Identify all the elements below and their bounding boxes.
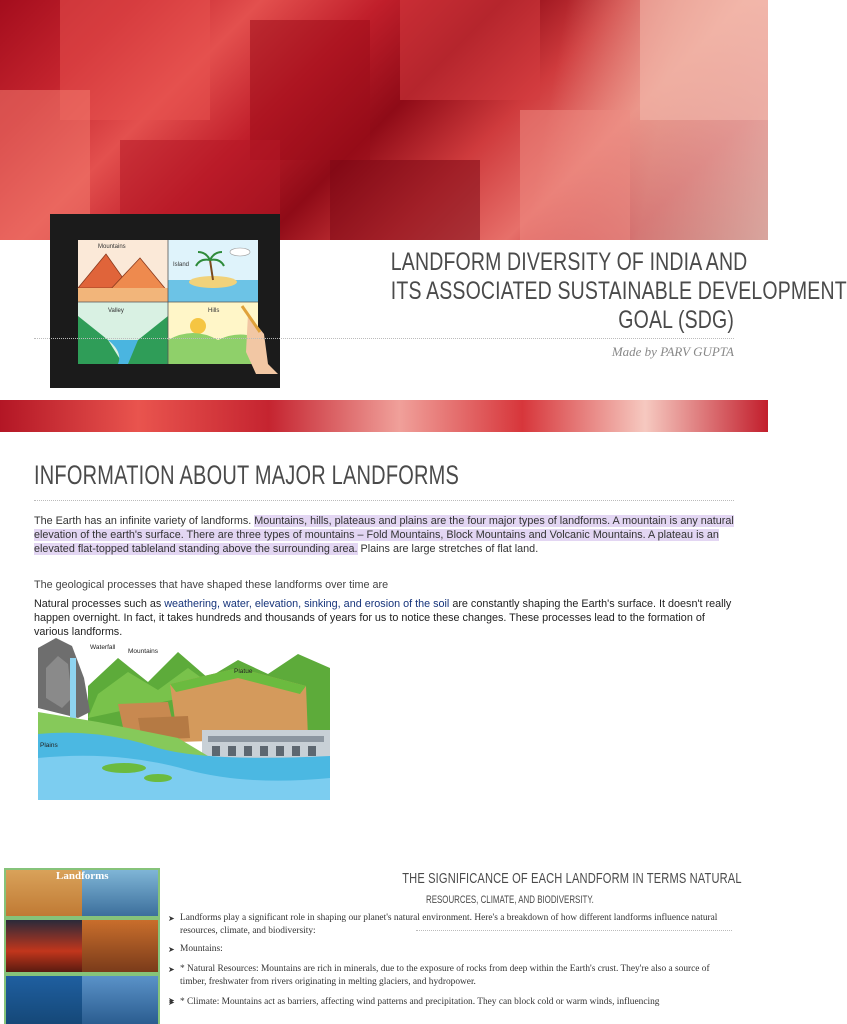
hero-background bbox=[0, 0, 768, 240]
title-line-2: ITS ASSOCIATED SUSTAINABLE DEVELOPMENT bbox=[390, 277, 847, 305]
significance-subheading: RESOURCES, CLIMATE, AND BIODIVERSITY. bbox=[426, 894, 594, 906]
section-heading: INFORMATION ABOUT MAJOR LANDFORMS bbox=[34, 460, 460, 490]
collage-canyon bbox=[82, 920, 158, 972]
bullet-mountains: ➤ Mountains: bbox=[168, 943, 738, 956]
image-label-valley: Valley bbox=[108, 308, 124, 314]
landforms-diagram bbox=[38, 638, 330, 800]
bullet-natural-resources: ➤ * Natural Resources: Mountains are rich in minerals, due to the exposure of rocks from deep within the Earth's crust. They're also a source of timber, freshwater from rivers originating in melting glaciers, and hydropower. bbox=[168, 963, 738, 989]
para3-start: Natural processes such as bbox=[34, 598, 165, 610]
para1-start: The Earth has an infinite variety of landforms. bbox=[34, 515, 255, 527]
diagram-label-platue: Platue bbox=[234, 668, 253, 675]
page-title bbox=[390, 248, 847, 335]
image-label-island: Island bbox=[173, 262, 190, 268]
section-divider bbox=[34, 500, 734, 501]
significance-heading: THE SIGNIFICANCE OF EACH LANDFORM IN TERMS NATURAL bbox=[402, 870, 742, 887]
landforms-drawing-art bbox=[78, 240, 258, 364]
diagram-label-mountains: Mountains bbox=[128, 648, 158, 655]
title-line-1: LANDFORM DIVERSITY OF INDIA AND bbox=[390, 248, 748, 276]
collage-bay bbox=[6, 976, 82, 1024]
processes-lead-paragraph: The geological processes that have shaped these landforms over time are bbox=[34, 579, 389, 591]
processes-paragraph bbox=[34, 597, 736, 639]
collage-volcano bbox=[6, 920, 82, 972]
diagram-label-waterfall: Waterfall bbox=[90, 644, 116, 651]
cover-illustration bbox=[50, 214, 280, 388]
landforms-collage bbox=[4, 868, 160, 1024]
bullet-climate: ➤ * Climate: Mountains act as barriers, affecting wind patterns and precipitation. They can block cold or warm winds, influencing bbox=[168, 996, 738, 1009]
author-credit: Made by PARV GUPTA bbox=[611, 344, 734, 359]
diagram-label-plains: Plains bbox=[40, 742, 58, 749]
para3-end: are constantly shaping the Earth's surface. It doesn't really happen overnight. In fact, it takes hundreds and thousands of years for us to notice these changes. These processes lead to the formation of various landforms. bbox=[34, 598, 732, 638]
collage-coast bbox=[82, 976, 158, 1024]
hand-drawing-icon bbox=[238, 304, 280, 374]
landscape-illustration bbox=[38, 638, 330, 800]
landforms-intro-paragraph bbox=[34, 514, 736, 556]
hero-strip bbox=[0, 400, 768, 432]
title-divider bbox=[34, 338, 734, 339]
significance-bullet-list bbox=[168, 912, 738, 1014]
para1-highlight: Mountains, hills, plateaus and plains are the four major types of landforms. A mountain is any natural elevation of the earth's surface. There are three types of mountains – Fold Mountains, Block Mountains and Volcanic Mountains. A plateau is an elevated flat-topped tableland standing above the surrounding area. bbox=[34, 515, 734, 555]
collage-title: Landforms bbox=[56, 870, 109, 882]
image-label-mountains: Mountains bbox=[98, 244, 126, 250]
para1-end: Plains are large stretches of flat land. bbox=[357, 543, 539, 555]
landforms-drawing bbox=[78, 240, 258, 364]
image-label-hills: Hills bbox=[208, 308, 220, 314]
title-line-3: GOAL (SDG) bbox=[618, 306, 734, 334]
bullet-intro: ➤ Landforms play a significant role in shaping our planet's natural environment. Here's a breakdown of how different landforms influence natural resources, climate, and biodiversity: bbox=[168, 912, 738, 938]
para3-processes: weathering, water, elevation, sinking, and erosion of the soil bbox=[164, 598, 450, 610]
